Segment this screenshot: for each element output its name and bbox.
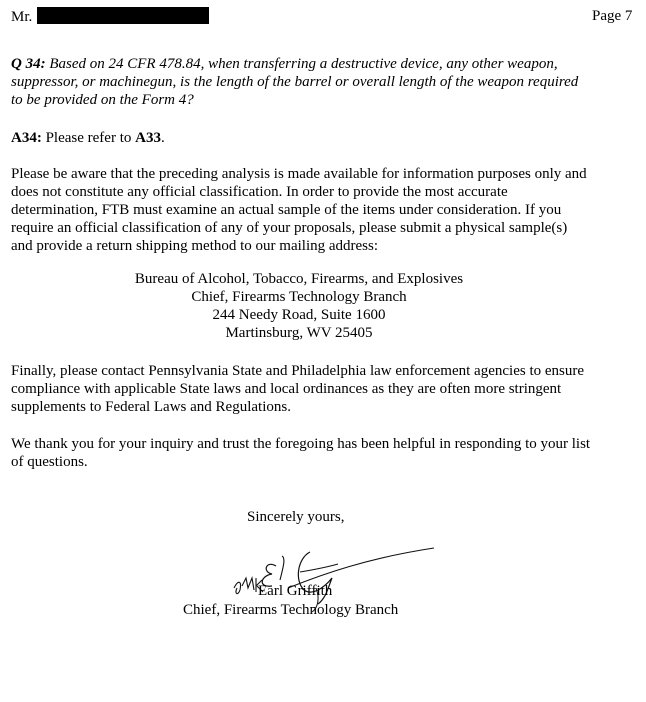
redacted-name-block bbox=[37, 7, 209, 24]
signer-name: Earl Griffith bbox=[258, 583, 333, 599]
address-line-2: Chief, Firearms Technology Branch bbox=[191, 289, 407, 305]
question-paragraph bbox=[11, 55, 591, 109]
answer-paragraph bbox=[11, 129, 591, 147]
question-label: Q 34: bbox=[11, 56, 46, 72]
question-text: Based on 24 CFR 478.84, when transferring a destructive device, any other weapon, suppressor, or machinegun, is the length of the barrel or overall length of the weapon required to be provided on the Form 4? bbox=[11, 56, 579, 108]
notice-paragraph: Please be aware that the preceding analysis is made available for information purposes only and does not constitute any official classification. In order to provide the most accurate determination, FTB must examine an actual sample of the items under consideration. If you require an official classification of any of your proposals, please submit a physical sample(s) and provide a return shipping method to our mailing address: bbox=[11, 166, 587, 254]
answer-text-suffix: . bbox=[160, 130, 165, 146]
closing: Sincerely yours, bbox=[247, 509, 345, 525]
salutation-text: Mr. bbox=[11, 9, 33, 25]
page-number: Page 7 bbox=[592, 8, 633, 24]
answer-reference: A33 bbox=[135, 130, 161, 146]
address-line-4: Martinsburg, WV 25405 bbox=[225, 325, 373, 341]
thanks-paragraph: We thank you for your inquiry and trust the foregoing has been helpful in responding to your list of questions. bbox=[11, 436, 591, 470]
answer-label: A34: bbox=[11, 130, 42, 146]
compliance-paragraph: Finally, please contact Pennsylvania State and Philadelphia law enforcement agencies to ensure compliance with applicable State laws and local ordinances as they are often more stringent supplements to Federal Laws and Regulations. bbox=[11, 363, 585, 415]
salutation bbox=[11, 7, 209, 26]
mailing-address bbox=[0, 270, 598, 342]
signer-title: Chief, Firearms Technology Branch bbox=[183, 602, 399, 618]
answer-text-prefix: Please refer to bbox=[41, 130, 136, 146]
address-line-3: 244 Needy Road, Suite 1600 bbox=[212, 307, 386, 323]
address-line-1: Bureau of Alcohol, Tobacco, Firearms, and Explosives bbox=[134, 271, 464, 287]
